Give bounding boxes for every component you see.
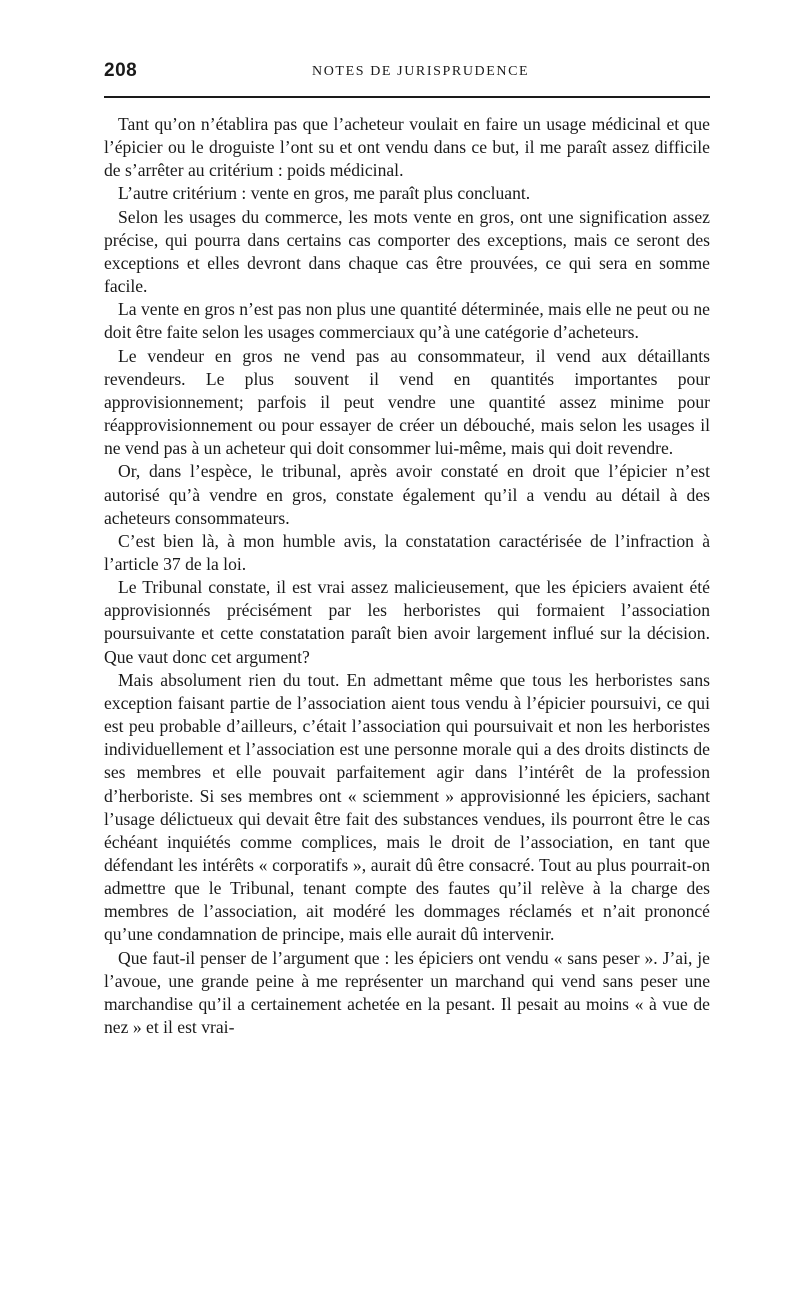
paragraph: La vente en gros n’est pas non plus une quantité déterminée, mais elle ne peut ou ne doit être faite selon les usages commerciaux qu’à une catégorie d’acheteurs. [104,299,710,343]
body-text [104,113,710,1039]
paragraph: Selon les usages du commerce, les mots vente en gros, ont une signification assez précise, qui pourra dans certains cas comporter des exceptions, mais ce seront des exceptions et elles devront dans chaque cas être prouvées, ce qui sera en somme facile. [104,206,710,297]
paragraph: Que faut-il penser de l’argument que : les épiciers ont vendu « sans peser ». J’ai, je l’avoue, une grande peine à me représenter un marchand qui vend sans peser une marchandise qu’il a certainement achetée en la pesant. Il pesait au moins « à vue de nez » et il est vrai- [104,947,710,1038]
paragraph: Or, dans l’espèce, le tribunal, après avoir constaté en droit que l’épicier n’est autorisé qu’à vendre en gros, constate également qu’il a vendu au détail à des acheteurs consommateurs. [104,461,710,528]
paragraph: Le vendeur en gros ne vend pas au consommateur, il vend aux détaillants revendeurs. Le plus souvent il vend en quantités importantes pour approvisionnement; parfois il peut vendre une quantité assez minime pour réapprovisionnement ou pour essayer de créer un débouché, mais selon les usages il ne vend pas à un acheteur qui doit consommer lui-même, mais qui doit revendre. [104,345,710,459]
header-rule [104,96,710,98]
running-title: NOTES DE JURISPRUDENCE [312,64,530,79]
paragraph: Mais absolument rien du tout. En admettant même que tous les herboristes sans exception faisant partie de l’association aient tous vendu à l’épicier poursuivi, ce qui est peu probable d’ailleurs, c’était l’association qui poursuivait et non les herboristes individuellement et l’association est une personne morale qui a des droits distincts de ses membres et elle pouvait parfaitement agir dans l’intérêt de la profession d’herboriste. Si ses membres ont « sciemment » approvisionné les épiciers, sachant l’usage délictueux qui devait être fait des substances vendues, ils pourront être le cas échéant inquiétés comme complices, mais le droit de l’association, en tant que défendant les intérêts « corporatifs », aurait dû être consacré. Tout au plus pourrait-on admettre que le Tribunal, tenant compte des fautes qu’il relève à la charge des membres de l’association, ait modéré les dommages réclamés et n’ait prononcé qu’une condamnation de principe, mais elle aurait dû intervenir. [104,669,710,945]
page-header [104,58,712,88]
paragraph: Le Tribunal constate, il est vrai assez malicieusement, que les épiciers avaient été approvisionnés précisément par les herboristes qui formaient l’association poursuivante et cette constatation paraît bien avoir largement influé sur la décision. Que vaut donc cet argument? [104,577,710,667]
paragraph: C’est bien là, à mon humble avis, la constatation caractérisée de l’infraction à l’article 37 de la loi. [104,530,710,574]
paragraph: L’autre critérium : vente en gros, me paraît plus concluant. [118,183,531,204]
page-number: 208 [104,60,138,81]
paragraph: Tant qu’on n’établira pas que l’acheteur voulait en faire un usage médicinal et que l’épicier ou le droguiste l’ont su et ont vendu dans ce but, il me paraît assez difficile de s’arrêter au critérium : poids médicinal. [104,114,710,181]
